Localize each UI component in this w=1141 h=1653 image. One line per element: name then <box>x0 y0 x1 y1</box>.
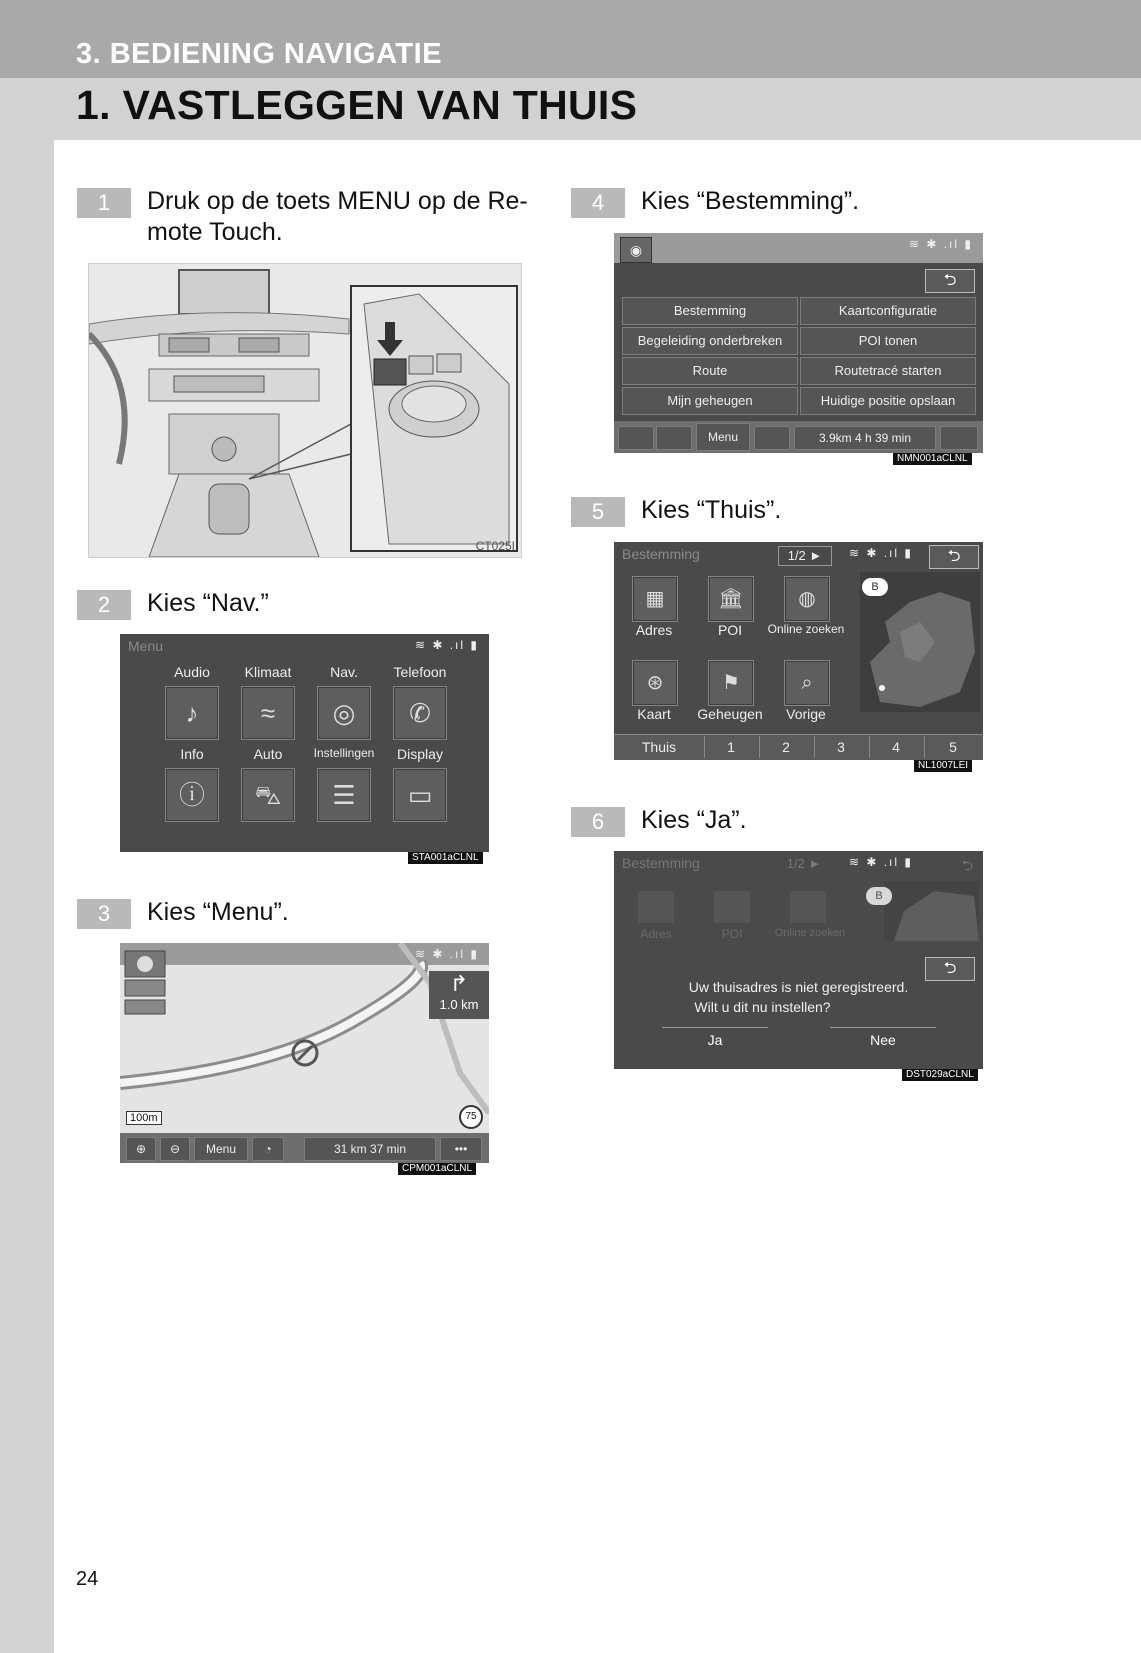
poi-icon[interactable]: 🏛 <box>708 576 754 622</box>
route-info-button[interactable]: 3.9km 4 h 39 min <box>794 426 936 450</box>
begeleiding-onderbreken-button[interactable]: Begeleiding onderbreken <box>622 327 798 355</box>
dashboard-illustration <box>89 264 521 557</box>
status-icons: ≋ ✱ .ıl ▮ <box>414 638 479 652</box>
screen-title: Bestemming <box>622 546 700 562</box>
turn-arrow-icon: ↱ <box>449 971 469 996</box>
navigation-icon[interactable]: ◎ <box>317 686 371 740</box>
menu-screen <box>120 634 489 852</box>
map-screen <box>120 943 489 1163</box>
back-button[interactable]: ⮌ <box>929 545 979 569</box>
tile-label-nav: Nav. <box>330 664 358 680</box>
dialog-message-line-2: Wilt u dit nu instellen? <box>694 999 831 1015</box>
back-icon: ⮌ <box>961 857 973 873</box>
preset-5-button[interactable]: 5 <box>924 736 981 758</box>
more-options-button[interactable]: ••• <box>440 1137 482 1161</box>
no-button[interactable]: Nee <box>830 1027 936 1052</box>
menu-button[interactable]: Menu <box>696 423 750 451</box>
step-text: Kies “Thuis”. <box>641 496 782 524</box>
navigation-menu-screen <box>614 233 983 453</box>
tile-label-display: Display <box>397 746 443 762</box>
bottom-button[interactable] <box>754 426 790 450</box>
bottom-button[interactable] <box>618 426 654 450</box>
tile-label-telefoon: Telefoon <box>393 664 447 680</box>
figure-code: STA001aCLNL <box>408 852 483 864</box>
figure-code: DST029aCLNL <box>902 1069 978 1081</box>
poi-icon <box>714 891 750 923</box>
tile-label-instellingen: Instellingen <box>313 746 375 760</box>
preset-4-button[interactable]: 4 <box>869 736 922 758</box>
bestemming-button[interactable]: Bestemming <box>622 297 798 325</box>
confirm-home-screen <box>614 851 983 1069</box>
tile-label-vorige: Vorige <box>786 706 826 722</box>
page-indicator[interactable]: 1/2 ► <box>778 546 832 566</box>
step-text: Kies “Ja”. <box>641 806 747 834</box>
tile-label-auto: Auto <box>253 746 283 762</box>
history-icon[interactable]: ⌕ <box>784 660 830 706</box>
step-number: 3 <box>77 899 131 929</box>
page-number: 24 <box>76 1568 99 1590</box>
route-button[interactable]: Route <box>622 357 798 385</box>
step-number: 2 <box>77 590 131 620</box>
zoom-in-button[interactable]: ⊕ <box>126 1137 156 1161</box>
tile-label-adres: Adres <box>635 622 673 638</box>
back-button[interactable]: ⮌ <box>925 269 975 293</box>
poi-tonen-button[interactable]: POI tonen <box>800 327 976 355</box>
zoom-out-button[interactable]: ⊖ <box>160 1137 190 1161</box>
dialog-back-button[interactable]: ⮌ <box>925 957 975 981</box>
dashboard-photo <box>88 263 522 558</box>
figure-code: CT025I <box>475 539 515 553</box>
tile-label-online-zoeken: Online zoeken <box>774 927 846 939</box>
bottom-button[interactable] <box>940 426 978 450</box>
tile-label-online-zoeken: Online zoeken <box>767 622 845 636</box>
turn-indicator <box>429 971 489 1019</box>
europe-map <box>884 881 979 941</box>
address-icon[interactable]: ▦ <box>632 576 678 622</box>
status-icons: ≋ ✱ .ıl ▮ <box>848 546 913 560</box>
yes-button[interactable]: Ja <box>662 1027 768 1052</box>
preset-2-button[interactable]: 2 <box>759 736 812 758</box>
online-search-icon[interactable]: ◍ <box>784 576 830 622</box>
routetrace-starten-button[interactable]: Routetracé starten <box>800 357 976 385</box>
tile-label-adres: Adres <box>640 927 672 941</box>
display-icon[interactable]: ▭ <box>393 768 447 822</box>
step-number: 4 <box>571 188 625 218</box>
bottom-button[interactable] <box>656 426 692 450</box>
speed-limit: 75 <box>459 1105 483 1129</box>
region-badge: B <box>862 578 888 596</box>
online-search-icon <box>790 891 826 923</box>
preset-3-button[interactable]: 3 <box>814 736 867 758</box>
car-icon[interactable]: ⛍ <box>241 768 295 822</box>
info-icon[interactable]: ⓘ <box>165 768 219 822</box>
page-indicator: 1/2 ► <box>786 856 822 871</box>
screen-title: Menu <box>128 638 164 654</box>
address-icon <box>638 891 674 923</box>
turn-distance: 1.0 km <box>439 997 479 1012</box>
status-icons: ≋ ✱ .ıl ▮ <box>414 947 479 961</box>
tile-label-klimaat: Klimaat <box>244 664 292 680</box>
menu-button[interactable]: Menu <box>194 1137 248 1161</box>
screen-title: Bestemming <box>622 855 700 871</box>
step-text: Druk op de toets MENU op de Re-mote Touch. <box>147 187 528 246</box>
step-text: Kies “Menu”. <box>147 898 289 926</box>
audio-icon[interactable]: ♪ <box>165 686 219 740</box>
section-title: 3. BEDIENING NAVIGATIE <box>76 38 443 70</box>
map-scale: 100m <box>126 1111 162 1125</box>
mijn-geheugen-button[interactable]: Mijn geheugen <box>622 387 798 415</box>
route-info-button[interactable]: 31 km 37 min <box>304 1137 436 1161</box>
tile-label-info: Info <box>180 746 204 762</box>
map-icon[interactable]: ⊛ <box>632 660 678 706</box>
region-badge: B <box>866 887 892 905</box>
phone-icon[interactable]: ✆ <box>393 686 447 740</box>
settings-icon[interactable]: ☰ <box>317 768 371 822</box>
figure-code: CPM001aCLNL <box>398 1163 476 1175</box>
destination-screen <box>614 542 983 760</box>
huidige-positie-opslaan-button[interactable]: Huidige positie opslaan <box>800 387 976 415</box>
home-button[interactable]: Thuis <box>641 739 677 755</box>
status-icons: ≋ ✱ .ıl ▮ <box>908 237 973 251</box>
compass-icon[interactable]: ◉ <box>620 237 652 263</box>
page-margin-strip <box>0 140 54 1653</box>
figure-code: NL1007LEI <box>914 760 972 772</box>
climate-icon[interactable]: ≈ <box>241 686 295 740</box>
voice-icon[interactable]: ◔ <box>252 1137 284 1161</box>
step-text: Kies “Bestemming”. <box>641 187 860 215</box>
flag-icon[interactable]: ⚑ <box>708 660 754 706</box>
figure-code: NMN001aCLNL <box>893 453 972 465</box>
kaartconfiguratie-button[interactable]: Kaartconfiguratie <box>800 297 976 325</box>
tile-label-poi: POI <box>717 622 743 638</box>
tile-label-kaart: Kaart <box>637 706 671 722</box>
step-number: 6 <box>571 807 625 837</box>
tile-label-geheugen: Geheugen <box>697 706 763 722</box>
tile-label-audio: Audio <box>174 664 210 680</box>
step-number: 1 <box>77 188 131 218</box>
step-number: 5 <box>571 497 625 527</box>
preset-1-button[interactable]: 1 <box>704 736 757 758</box>
dialog-message-line-1: Uw thuisadres is niet geregistreerd. <box>688 979 909 995</box>
status-icons: ≋ ✱ .ıl ▮ <box>848 855 913 869</box>
step-text: Kies “Nav.” <box>147 589 269 617</box>
page-title: 1. VASTLEGGEN VAN THUIS <box>76 82 638 128</box>
tile-label-poi: POI <box>721 927 743 941</box>
